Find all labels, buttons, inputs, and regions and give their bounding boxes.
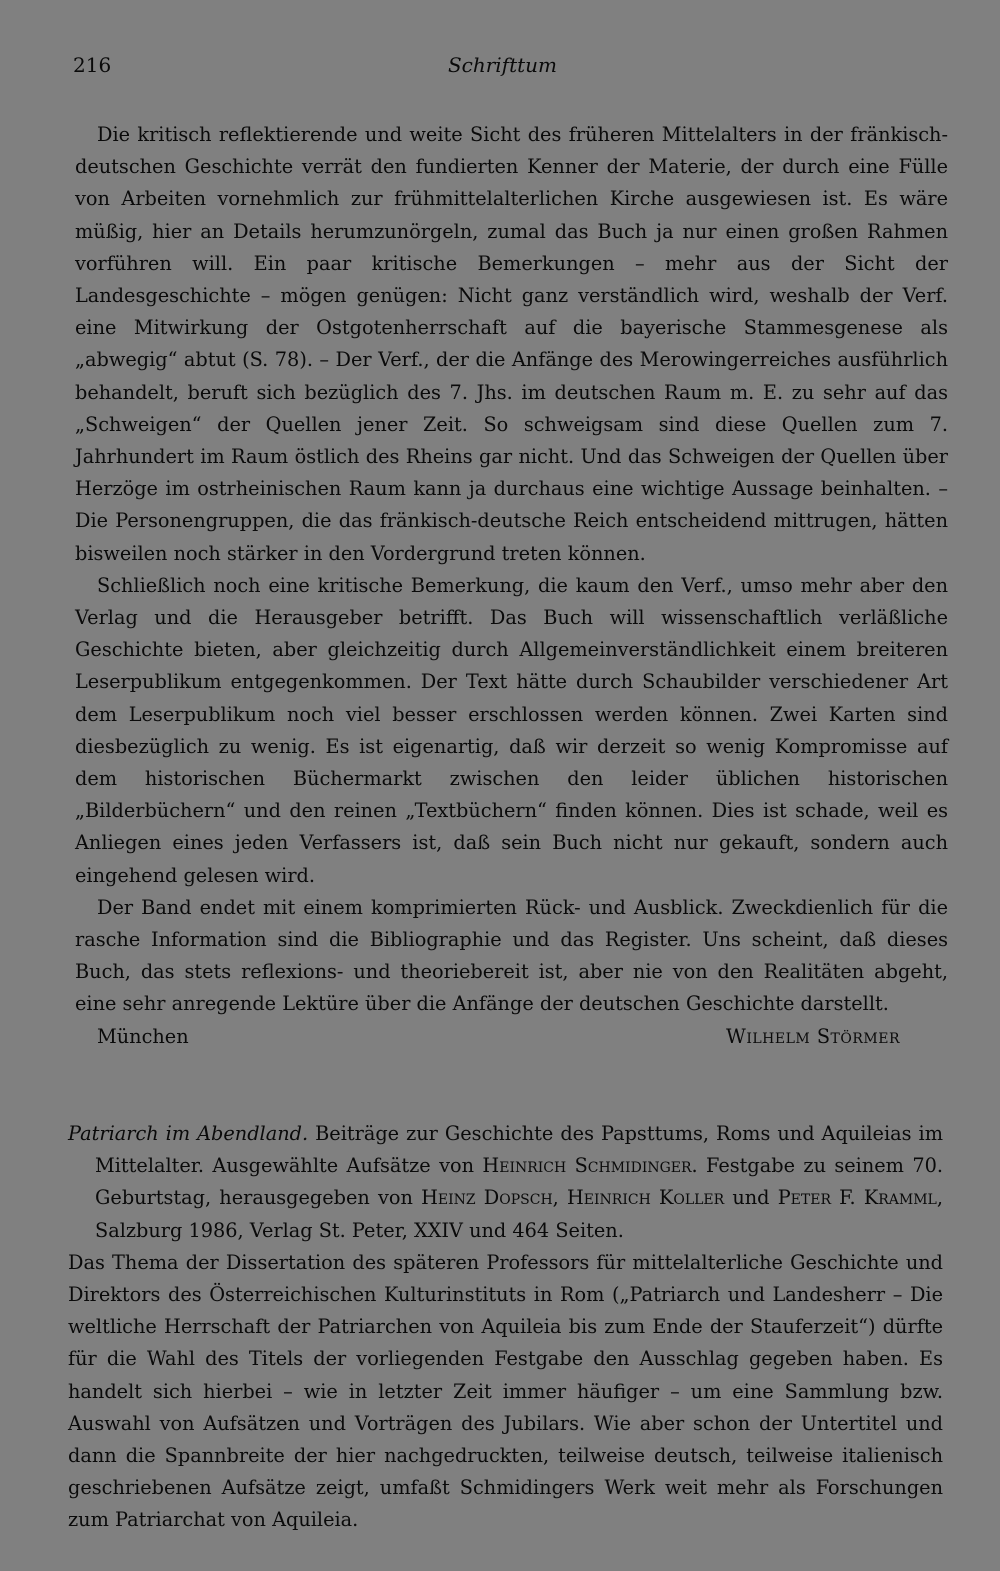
citation-author: Heinrich Schmidinger	[482, 1154, 692, 1178]
citation-separator: und	[724, 1186, 778, 1210]
book-title: Patriarch im Abendland.	[68, 1122, 309, 1145]
citation-editor: Heinz Dopsch	[421, 1186, 553, 1210]
paragraph: Schließlich noch eine kritische Bemerkung, die kaum den Verf., umso mehr aber den Verlag und die Herausgeber betrifft. Das Buch will wissenschaftlich verläßliche Geschichte bieten, aber gleichzeitig durch Allgemeinverständlichkeit einem breiteren Leserpublikum entgegenkommen. Der Text hätte durch Schaubilder verschiedener Art dem Leserpublikum noch viel besser erschlossen werden können. Zwei Karten sind diesbezüglich zu wenig. Es ist eigenartig, daß wir derzeit so wenig Kompromisse auf dem historischen Büchermarkt zwischen den leider üblichen historischen „Bilderbüchern“ und den reinen „Textbüchern“ finden können. Dies ist schade, weil es Anliegen eines jeden Verfassers ist, daß sein Buch nicht nur gekauft, sondern auch eingehend gelesen wird.	[75, 573, 948, 887]
signature-place: München	[97, 1024, 189, 1048]
paragraph: Die kritisch reflektierende und weite Sicht des früheren Mittelalters in der fränkisch-deutschen Geschichte verrät den fundierten Kenner der Materie, der durch eine Fülle von Arbeiten vornehmlich zur frühmittelalterlichen Kirche ausgewiesen ist. Es wäre müßig, hier an Details herumzunörgeln, zumal das Buch ja nur einen großen Rahmen vorführen will. Ein paar kritische Bemerkungen – mehr aus der Sicht der Landesgeschichte – mögen genügen: Nicht ganz verständlich wird, weshalb der Verf. eine Mitwirkung der Ostgotenherrschaft auf die bayerische Stammesgenese als „abwegig“ abtut (S. 78). – Der Verf., der die Anfänge des Merowingerreiches ausführlich behandelt, beruft sich bezüglich des 7. Jhs. im deutschen Raum m. E. zu sehr auf das „Schweigen“ der Quellen jener Zeit. So schweigsam sind diese Quellen zum 7. Jahrhundert im Raum östlich des Rheins gar nicht. Und das Schweigen der Quellen über Herzöge im ostrheinischen Raum kann ja durchaus eine wichtige Aussage beinhalten. – Die Personengruppen, die das fränkisch-deutsche Reich entscheidend mittrugen, hätten bisweilen noch stärker in den Vordergrund treten können.	[75, 123, 948, 565]
citation-text: , Salzburg 1986, Verlag St. Peter, XXIV und 464 Seiten.	[95, 1186, 943, 1242]
citation-text: Beiträge zur Geschichte des Papsttums, Roms und Aquileias im Mittelalter. Ausgewählte Aufsätze von	[95, 1122, 943, 1178]
citation-text: . Festgabe zu seinem 70. Geburtstag, herausgegeben von	[95, 1154, 943, 1210]
citation-editor: Heinrich Koller	[566, 1186, 725, 1210]
signature-author: Wilhelm Störmer	[726, 1024, 900, 1048]
citation-editor: Peter F. Kramml	[777, 1186, 937, 1210]
review-conclusion	[75, 119, 948, 1053]
paragraph: Der Band endet mit einem komprimierten Rück- und Ausblick. Zweckdienlich für die rasche Information sind die Bibliographie und das Register. Uns scheint, daß dieses Buch, das stets reflexions- und theoriebereit ist, aber nie von den Realitäten abgeht, eine sehr anregende Lektüre über die Anfänge der deutschen Geschichte darstellt.	[75, 895, 948, 1016]
book-review	[68, 1118, 943, 1537]
running-head: Schrifttum	[447, 53, 557, 77]
bibliographic-citation	[68, 1118, 943, 1247]
page-number: 216	[73, 53, 112, 77]
citation-separator: ,	[552, 1186, 567, 1210]
review-paragraph: Das Thema der Dissertation des späteren Professors für mittelalterliche Geschichte und Direktors des Österreichischen Kulturinstituts in Rom („Patriarch und Landesherr – Die weltliche Herrschaft der Patriarchen von Aquileia bis zum Ende der Stauferzeit“) dürfte für die Wahl des Titels der vorliegenden Festgabe den Ausschlag gegeben haben. Es handelt sich hierbei – wie in letzter Zeit immer häufiger – um eine Sammlung bzw. Auswahl von Aufsätzen und Vorträgen des Jubilars. Wie aber schon der Untertitel und dann die Spannbreite der hier nachgedruckten, teilweise deutsch, teilweise italienisch geschriebenen Aufsätze zeigt, umfaßt Schmidingers Werk weit mehr als Forschungen zum Patriarchat von Aquileia.	[68, 1250, 943, 1532]
reviewer-signature	[75, 1021, 948, 1053]
